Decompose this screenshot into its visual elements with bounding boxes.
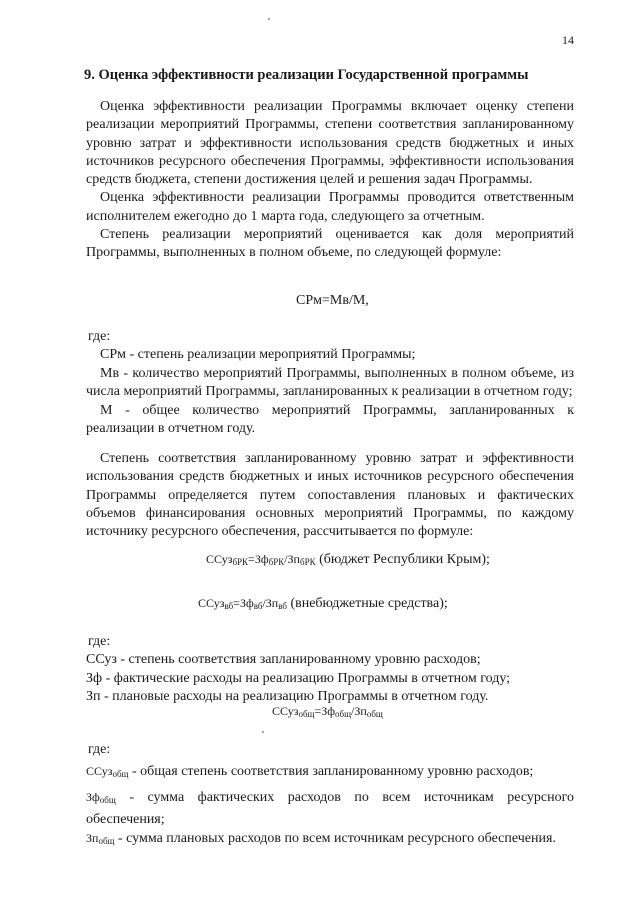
formula3-den-sub: вб bbox=[278, 601, 287, 611]
symbol-zf-sub: общ bbox=[99, 795, 116, 805]
formula4-lhs-sub: общ bbox=[298, 709, 315, 719]
formula-ssuz-brk bbox=[206, 552, 490, 568]
definition-mv: Мв - количество мероприятий Программы, выполненных в полном объеме, из числа мероприятий Программы, запланированных к реализации в отчетном году; bbox=[86, 365, 574, 399]
definition-srm: СРм - степень реализации мероприятий Программы; bbox=[100, 347, 416, 362]
where-label-1: где: bbox=[88, 329, 111, 344]
definition-m: М - общее количество мероприятий Программы, запланированных к реализации в отчетном году. bbox=[86, 402, 574, 436]
formula2-lhs: ССуз bbox=[206, 552, 233, 566]
definition-zf-obsh-text: - сумма фактических расходов по всем источникам ресурсного обеспечения; bbox=[86, 790, 574, 827]
where-label-3: где: bbox=[88, 742, 111, 757]
formula3-slash: /Зп bbox=[262, 596, 279, 610]
scan-speck bbox=[268, 18, 270, 20]
definition-ssuz: ССуз - степень соответствия запланированному уровню расходов; bbox=[86, 652, 481, 667]
formula3-eq: =Зф bbox=[233, 596, 254, 610]
formula3-note: (внебюджетные средства); bbox=[290, 596, 448, 611]
definition-zp: Зп - плановые расходы на реализацию Программы в отчетном году. bbox=[86, 689, 489, 704]
symbol-zp-sub: общ bbox=[98, 836, 115, 846]
symbol-zf: Зф bbox=[86, 790, 100, 804]
definition-ssuz-obsh-text: - общая степень соответствия запланированному уровню расходов; bbox=[128, 764, 534, 779]
formula2-eq: =Зф bbox=[248, 552, 269, 566]
definitions-2 bbox=[86, 651, 574, 707]
symbol-zp: Зп bbox=[86, 831, 99, 845]
formula2-lhs-sub: бРК bbox=[232, 557, 249, 567]
formula4-slash: /Зп bbox=[351, 704, 367, 718]
formula3-lhs: ССуз bbox=[198, 596, 225, 610]
paragraph-3: Степень реализации мероприятий оценивается как доля мероприятий Программы, выполненных в полном объеме, по следующей формуле: bbox=[86, 227, 574, 261]
intro-text bbox=[86, 98, 574, 263]
formula4-num-sub: общ bbox=[335, 709, 352, 719]
definition-ssuz-obsh bbox=[86, 762, 574, 784]
definition-zp-obsh bbox=[86, 829, 574, 851]
formula4-eq: =Зф bbox=[314, 704, 336, 718]
formula4-lhs: ССуз bbox=[272, 704, 299, 718]
formula-srm: СРм=Мв/М, bbox=[296, 293, 369, 308]
formula3-num-sub: вб bbox=[253, 601, 263, 611]
formula-ssuz-vb bbox=[198, 596, 448, 612]
symbol-ssuz-sub: общ bbox=[112, 769, 129, 779]
definition-zf-obsh bbox=[86, 788, 574, 829]
formula2-num-sub: бРК bbox=[268, 557, 285, 567]
formula2-note: (бюджет Республики Крым); bbox=[319, 552, 490, 567]
paragraph-4: Степень соответствия запланированному уровню затрат и эффективности использования средств бюджетных и иных источников ресурсного обеспечения Программы определяется путем сопоставления плановых и фактических объемов финансирования основных мероприятий Программы, по каждому источнику ресурсного обеспечения, рассчитывается по формуле: bbox=[86, 451, 574, 540]
formula2-slash: /Зп bbox=[284, 552, 300, 566]
definitions-1 bbox=[86, 346, 574, 439]
formula-ssuz-obsh bbox=[272, 704, 383, 719]
symbol-ssuz: ССуз bbox=[86, 764, 113, 778]
definition-zp-obsh-text: - сумма плановых расходов по всем источникам ресурсного обеспечения. bbox=[114, 831, 556, 846]
definition-zf: Зф - фактические расходы на реализацию Программы в отчетном году; bbox=[86, 670, 511, 686]
page-number: 14 bbox=[562, 33, 574, 47]
formula2-den-sub: бРК bbox=[299, 557, 316, 567]
scan-speck bbox=[262, 731, 264, 733]
paragraph-1: Оценка эффективности реализации Программы включает оценку степени реализации мероприятий Программы, степени соответствия запланированному уровню затрат и эффективности использования средств бюджетных и иных источников ресурсного обеспечения Программы, эффективности использования средств бюджета, степени достижения целей и решения задач Программы. bbox=[86, 99, 574, 188]
formula3-lhs-sub: вб bbox=[224, 601, 234, 611]
where-label-2: где: bbox=[88, 634, 111, 649]
paragraph-4-block bbox=[86, 450, 574, 541]
formula4-den-sub: общ bbox=[366, 709, 383, 719]
section-heading: 9. Оценка эффективности реализации Государственной программы bbox=[84, 67, 529, 83]
paragraph-2: Оценка эффективности реализации Программы проводится ответственным исполнителем ежегодно до 1 марта года, следующего за отчетным. bbox=[86, 190, 574, 224]
